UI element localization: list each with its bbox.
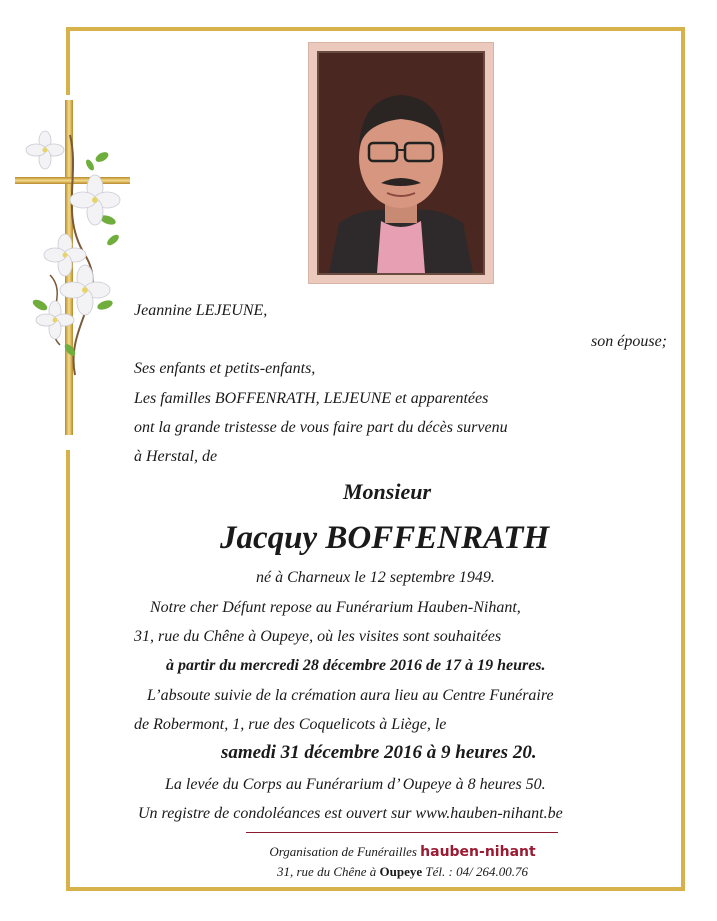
city: Oupeye — [379, 864, 423, 879]
intro-line-5: ont la grande tristesse de vous faire part du décès survenu — [134, 419, 508, 436]
phone: Tél. : 04/ 264.00.76 — [425, 864, 528, 879]
brand-logo: hauben-nihant — [420, 844, 536, 860]
intro-line-4: Les familles BOFFENRATH, LEJEUNE et apparentées — [134, 390, 489, 407]
honorific: Monsieur — [343, 479, 432, 504]
registry-line: Un registre de condoléances est ouvert sur www.hauben-nihant.be — [138, 805, 563, 822]
details-line-4: L’absoute suivie de la crémation aura lieu au Centre Funéraire — [147, 687, 554, 704]
details-line-5: de Robermont, 1, rue des Coquelicots à Liège, le — [134, 716, 447, 733]
intro-line-1: Jeannine LEJEUNE, — [134, 302, 268, 319]
ceremony-date: samedi 31 décembre 2016 à 9 heures 20. — [221, 742, 537, 763]
intro-line-3: Ses enfants et petits-enfants, — [134, 360, 316, 377]
details-line-7: La levée du Corps au Funérarium d’ Oupeye à 8 heures 50. — [165, 776, 546, 793]
footer-divider — [246, 832, 558, 833]
address-line — [0, 864, 717, 880]
cross-icon — [10, 95, 135, 440]
portrait-photo — [317, 51, 485, 275]
intro-line-6: à Herstal, de — [134, 448, 218, 465]
deceased-name: Jacquy BOFFENRATH — [220, 520, 550, 556]
photo-frame — [308, 42, 494, 284]
details-line-2: 31, rue du Chêne à Oupeye, où les visites sont souhaitées — [134, 628, 502, 645]
organisation-line — [0, 844, 717, 860]
birth-info: né à Charneux le 12 septembre 1949. — [256, 569, 495, 586]
organisation-prefix: Organisation de Funérailles — [269, 844, 417, 859]
visit-schedule: à partir du mercredi 28 décembre 2016 de 17 à 19 heures. — [166, 657, 546, 674]
cross-flowers-decoration — [10, 95, 135, 440]
address-prefix: 31, rue du Chêne à — [277, 864, 377, 879]
details-line-1: Notre cher Défunt repose au Funérarium Hauben-Nihant, — [150, 599, 521, 616]
intro-line-2: son épouse; — [591, 333, 667, 350]
